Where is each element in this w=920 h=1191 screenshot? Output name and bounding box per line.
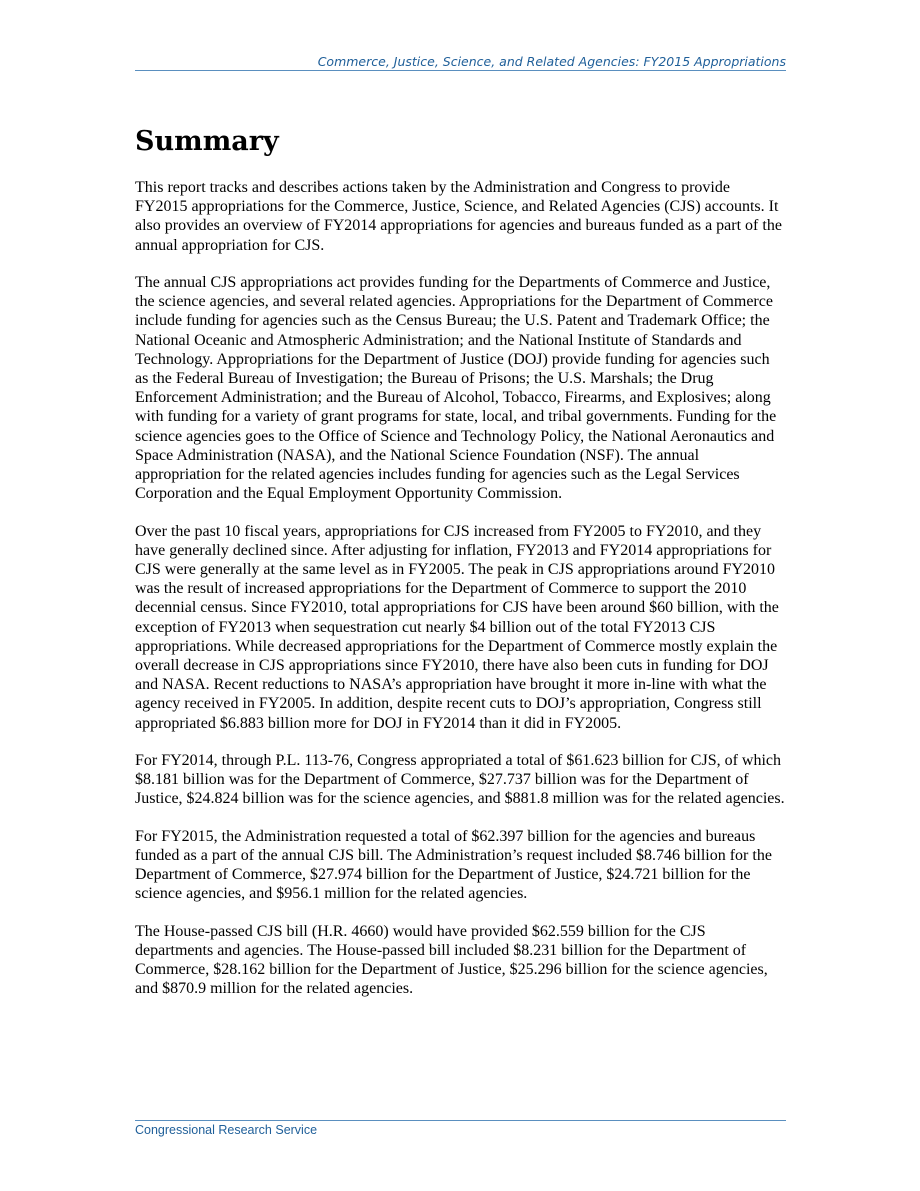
paragraph-scope: The annual CJS appropriations act provides funding for the Departments of Commerce and Justice, the science agencies, and several related agencies. Appropriations for the Department of Commerce include funding for agencies such as the Census Bureau; the U.S. Patent and Trademark Office; the National Oceanic and Atmospheric Administration; and the National Institute of Standards and Technology. Appropriations for the Department of Justice (DOJ) provide funding for agencies such as the Federal Bureau of Investigation; the Bureau of Prisons; the U.S. Marshals; the Drug Enforcement Administration; and the Bureau of Alcohol, Tobacco, Firearms, and Explosives; along with funding for a variety of grant programs for state, local, and tribal governments. Funding for the science agencies goes to the Office of Science and Technology Policy, the National Aeronautics and Space Administration (NASA), and the National Science Foundation (NSF). The annual appropriation for the related agencies includes funding for agencies such as the Legal Services Corporation and the Equal Employment Opportunity Commission.	[135, 274, 777, 503]
paragraph-overview: This report tracks and describes actions taken by the Administration and Congress to provide FY2015 appropriations for the Commerce, Justice, Science, and Related Agencies (CJS) accounts. It also provides an overview of FY2014 appropriations for agencies and bureaus funded as a part of the annual appropriation for CJS.	[135, 179, 782, 254]
page-title: Summary	[135, 126, 279, 157]
running-header: Commerce, Justice, Science, and Related Agencies: FY2015 Appropriations	[317, 54, 786, 69]
paragraph-fy2015-request: For FY2015, the Administration requested a total of $62.397 billion for the agencies and bureaus funded as a part of the annual CJS bill. The Administration’s request included $8.746 billion for the Department of Commerce, $27.974 billion for the Department of Justice, $24.721 billion for the science agencies, and $956.1 million for the related agencies.	[135, 827, 772, 903]
paragraph-fy2014: For FY2014, through P.L. 113-76, Congress appropriated a total of $61.623 billion for CJS, of which $8.181 billion was for the Department of Commerce, $27.737 billion was for the Department of Justice, $24.824 billion was for the science agencies, and $881.8 million was for the related agencies.	[135, 752, 785, 808]
paragraph-trends: Over the past 10 fiscal years, appropriations for CJS increased from FY2005 to FY2010, and they have generally declined since. After adjusting for inflation, FY2013 and FY2014 appropriations for CJS were generally at the same level as in FY2005. The peak in CJS appropriations around FY2010 was the result of increased appropriations for the Department of Commerce to support the 2010 decennial census. Since FY2010, total appropriations for CJS have been around $60 billion, with the exception of FY2013 when sequestration cut nearly $4 billion out of the total FY2013 CJS appropriations. While decreased appropriations for the Department of Commerce mostly explain the overall decrease in CJS appropriations since FY2010, there have also been cuts in funding for DOJ and NASA. Recent reductions to NASA’s appropriation have brought it more in-line with what the agency received in FY2005. In addition, despite recent cuts to DOJ’s appropriation, Congress still appropriated $6.883 billion more for DOJ in FY2014 than it did in FY2005.	[135, 522, 779, 732]
running-footer: Congressional Research Service	[135, 1123, 318, 1137]
header-divider	[135, 70, 786, 71]
paragraph-house-bill: The House-passed CJS bill (H.R. 4660) would have provided $62.559 billion for the CJS departments and agencies. The House-passed bill included $8.231 billion for the Department of Commerce, $28.162 billion for the Department of Justice, $25.296 billion for the science agencies, and $870.9 million for the related agencies.	[135, 922, 768, 998]
footer-divider	[135, 1120, 786, 1121]
summary-body	[135, 178, 786, 1017]
